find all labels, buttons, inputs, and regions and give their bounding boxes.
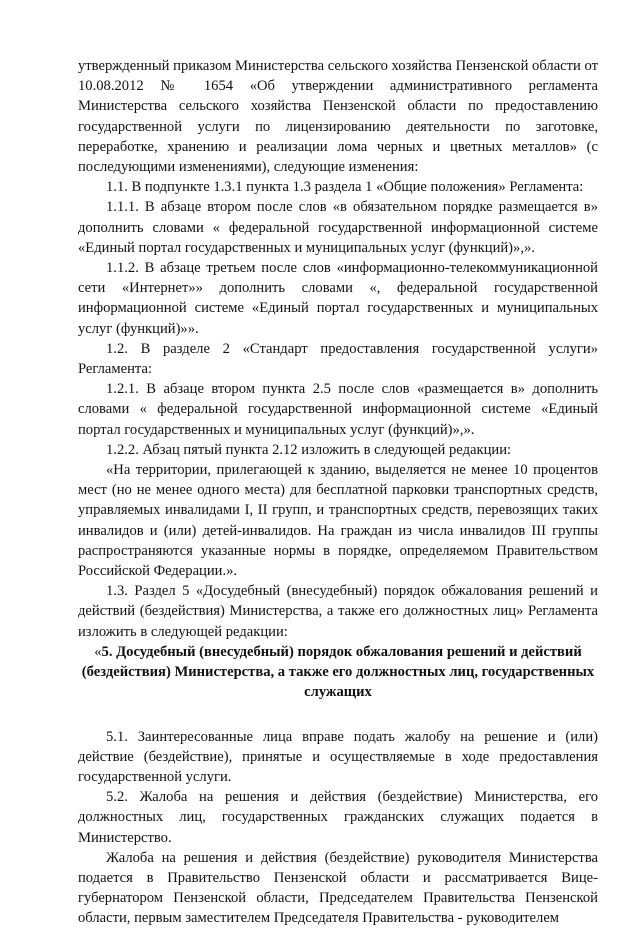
paragraph-1-1-2: 1.1.2. В абзаце третьем после слов «информационно-телекоммуникационной сети «Интернет»» дополнить словами «, федеральной государственной информационной системе «Единый портал государственных и муниципальных услуг (функций)»». [78,260,598,337]
paragraph-1-2-1: 1.2.1. В абзаце втором пункта 2.5 после слов «размещается в» дополнить словами « федеральной государственной информационной системе «Единый портал государственных и муниципальных услуг (функций)»,». [78,381,598,438]
paragraph-quote: «На территории, прилегающей к зданию, выделяется не менее 10 процентов мест (но не менее одного места) для бесплатной парковки транспортных средств, управляемых инвалидами I, II групп, и транспортных средств, перевозящих таких инвалидов и (или) детей-инвалидов. На граждан из числа инвалидов III группы распространяются указанные нормы в порядке, определяемом Правительством Российской Федерации.». [78,462,598,580]
paragraph-intro: утвержденный приказом Министерства сельского хозяйства Пензенской области от 10.08.2012 № 1654 «Об утверждении административного регламента Министерства сельского хозяйства Пензенской области по предоставлению государственной услуги по лицензированию деятельности по заготовке, переработке, хранению и реализации лома черных и цветных металлов» (с последующими изменениями), следующие изменения: [78,58,598,176]
document-page [78,56,598,929]
paragraph-5-2: 5.2. Жалоба на решения и действия (бездействие) Министерства, его должностных лиц, государственных гражданских служащих подается в Министерство. [78,789,598,846]
heading-text: 5. Досудебный (внесудебный) порядок обжалования решений и действий (бездействия) Министерства, а также его должностных лиц, государственных служащих [81,643,595,701]
section-heading [78,642,598,703]
paragraph-1-1: 1.1. В подпункте 1.3.1 пункта 1.3 раздела 1 «Общие положения» Регламента: [106,179,584,196]
paragraph-1-2: 1.2. В разделе 2 «Стандарт предоставления государственной услуги» Регламента: [78,340,598,378]
heading-quote-mark: « [94,643,102,660]
paragraph-5-2-cont: Жалоба на решения и действия (бездействие) руководителя Министерства подается в Правительство Пензенской области и рассматривается Вице-губернатором Пензенской области, Председателем Правительства Пензенской области, первым заместителем Председателя Правительства - руководителем [78,849,598,927]
paragraph-5-1: 5.1. Заинтересованные лица вправе подать жалобу на решение и (или) действие (бездействие), принятые и осуществляемые в ходе предоставления государственной услуги. [78,728,598,785]
spacer [78,703,598,727]
paragraph-1-1-1: 1.1.1. В абзаце втором после слов «в обязательном порядке размещается в» дополнить словами « федеральной государственной информационной системе «Единый портал государственных и муниципальных услуг (функций)»,». [78,199,598,256]
paragraph-1-2-2: 1.2.2. Абзац пятый пункта 2.12 изложить в следующей редакции: [106,441,512,458]
paragraph-1-3: 1.3. Раздел 5 «Досудебный (внесудебный) порядок обжалования решений и действий (бездействия) Министерства, а также его должностных лиц» Регламента изложить в следующей редакции: [78,583,598,640]
